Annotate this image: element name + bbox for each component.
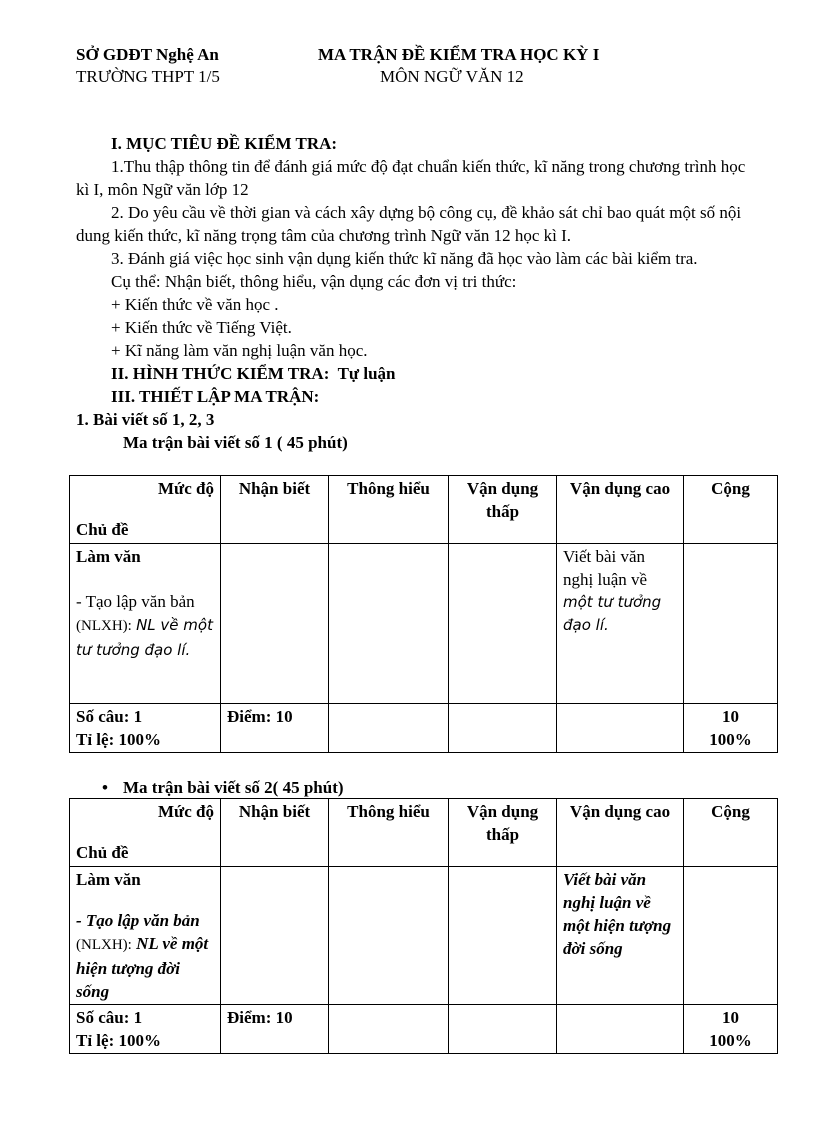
- doc-subject: MÔN NGỮ VĂN 12: [380, 67, 524, 86]
- empty-cell: [449, 1005, 557, 1054]
- dept-name: SỞ GDĐT Nghệ An: [76, 45, 219, 64]
- section1-p1: 1.Thu thập thông tin để đánh giá mức độ đạt chuẩn kiến thức, kĩ năng trong chương trình học kì I, môn Ngữ văn lớp 12: [76, 157, 746, 199]
- empty-cell: [449, 544, 557, 704]
- header-apply-low: Vận dụng thấp: [449, 476, 557, 544]
- topic-cell: [70, 544, 221, 704]
- section1-p2: 2. Do yêu cầu về thời gian và cách xây dựng bộ công cụ, đề khảo sát chỉ bao quát một số nội dung kiến thức, kĩ năng trọng tâm của chương trình Ngữ văn 12 học kì I.: [76, 203, 742, 245]
- section1-item3: + Kĩ năng làm văn nghị luận văn học.: [111, 341, 368, 360]
- topic-desc: - Tạo lập văn bản: [76, 592, 195, 611]
- header-topic: Chủ đề: [76, 520, 129, 539]
- section2-heading: II. HÌNH THỨC KIỂM TRA:: [111, 364, 330, 383]
- header-level: Mức độ: [158, 802, 214, 821]
- header-apply-high: Vận dụng cao: [557, 476, 684, 544]
- table-row: [70, 867, 778, 1005]
- doc-title: MA TRẬN ĐỀ KIỂM TRA HỌC KỲ I: [318, 45, 600, 64]
- school-name: TRƯỜNG THPT 1/5: [76, 67, 220, 86]
- total-percent: 100%: [709, 730, 752, 749]
- score: Điểm: 10: [221, 1005, 329, 1054]
- section1-item2: + Kiến thức về Tiếng Việt.: [111, 318, 292, 337]
- empty-cell: [449, 704, 557, 753]
- header-apply-high: Vận dụng cao: [557, 799, 684, 867]
- header-topic: Chủ đề: [76, 843, 129, 862]
- topic-italic: NL về một hiện tượng đời sống: [76, 934, 209, 1001]
- topic-code: (NLXH):: [76, 618, 132, 634]
- empty-cell: [329, 1005, 449, 1054]
- apply-high-italic: một tư tưởng đạo lí.: [563, 593, 662, 634]
- header-understand: Thông hiểu: [329, 476, 449, 544]
- empty-cell: [557, 1005, 684, 1054]
- document-body: [76, 132, 746, 454]
- count-cell: [70, 1005, 221, 1054]
- section2-line: [76, 362, 746, 385]
- header-understand: Thông hiểu: [329, 799, 449, 867]
- header-recognize: Nhận biết: [221, 476, 329, 544]
- empty-cell: [221, 544, 329, 704]
- document-header: [76, 44, 756, 88]
- topic-cell: [70, 867, 221, 1005]
- matrix1-table: [69, 475, 778, 753]
- table-row: [70, 1005, 778, 1054]
- empty-cell: [329, 704, 449, 753]
- total-value: 10: [722, 707, 739, 726]
- topic-title: Làm văn: [76, 870, 141, 889]
- bullet-icon: •: [102, 778, 108, 797]
- subheading: 1. Bài viết số 1, 2, 3: [76, 410, 215, 429]
- section2-value: Tự luận: [337, 364, 396, 383]
- matrix2-caption: Ma trận bài viết số 2( 45 phút): [123, 778, 344, 797]
- ratio: Tỉ lệ: 100%: [76, 1031, 161, 1050]
- score: Điểm: 10: [221, 704, 329, 753]
- header-recognize: Nhận biết: [221, 799, 329, 867]
- header-corner: [70, 476, 221, 544]
- section1-p4: Cụ thể: Nhận biết, thông hiểu, vận dụng các đơn vị tri thức:: [111, 272, 517, 291]
- ratio: Tỉ lệ: 100%: [76, 730, 161, 749]
- topic-desc: - Tạo lập văn bản: [76, 911, 200, 930]
- empty-cell: [329, 544, 449, 704]
- matrix2-table: [69, 798, 778, 1054]
- matrix2-caption-line: [76, 776, 746, 799]
- topic-code: (NLXH):: [76, 937, 132, 953]
- header-total: Cộng: [684, 476, 778, 544]
- question-count: Số câu: 1: [76, 1008, 143, 1027]
- section1-p3: 3. Đánh giá việc học sinh vận dụng kiến thức kĩ năng đã học vào làm các bài kiểm tra.: [111, 249, 698, 268]
- topic-title: Làm văn: [76, 547, 141, 566]
- empty-cell: [684, 867, 778, 1005]
- header-total: Cộng: [684, 799, 778, 867]
- section1-heading: I. MỤC TIÊU ĐỀ KIỂM TRA:: [111, 134, 338, 153]
- apply-high-text: Viết bài văn nghị luận về một hiện tượng đời sống: [557, 867, 684, 1005]
- topic-italic: NL về một tư tưởng đạo lí.: [76, 616, 213, 659]
- header-level: Mức độ: [158, 479, 214, 498]
- table-row: [70, 476, 778, 544]
- total-cell: [684, 704, 778, 753]
- table-row: [70, 799, 778, 867]
- empty-cell: [557, 704, 684, 753]
- total-cell: [684, 1005, 778, 1054]
- count-cell: [70, 704, 221, 753]
- table-row: [70, 704, 778, 753]
- empty-cell: [221, 867, 329, 1005]
- header-corner: [70, 799, 221, 867]
- total-percent: 100%: [709, 1031, 752, 1050]
- total-value: 10: [722, 1008, 739, 1027]
- matrix1-caption: Ma trận bài viết số 1 ( 45 phút): [123, 433, 348, 452]
- apply-high-cell: [557, 544, 684, 704]
- empty-cell: [684, 544, 778, 704]
- empty-cell: [449, 867, 557, 1005]
- table-row: [70, 544, 778, 704]
- header-apply-low: Vận dụng thấp: [449, 799, 557, 867]
- section3-heading: III. THIẾT LẬP MA TRẬN:: [111, 387, 320, 406]
- empty-cell: [329, 867, 449, 1005]
- apply-high-text: Viết bài văn nghị luận về: [563, 547, 648, 589]
- section1-item1: + Kiến thức về văn học .: [111, 295, 279, 314]
- question-count: Số câu: 1: [76, 707, 143, 726]
